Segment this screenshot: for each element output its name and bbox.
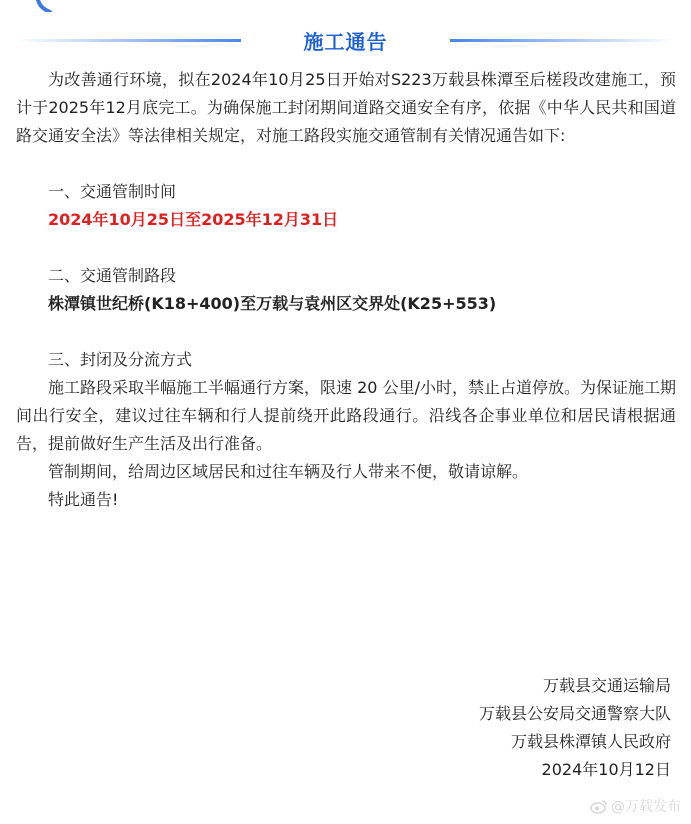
signature-town-government: 万载县株潭镇人民政府 <box>510 732 671 751</box>
signature-traffic-police: 万载县公安局交通警察大队 <box>478 704 671 723</box>
watermark-text: @万载发布 <box>611 799 681 815</box>
decorative-curve <box>0 0 691 12</box>
control-period: 2024年10月25日至2025年12月31日 <box>48 210 339 229</box>
section-heading-road: 二、交通管制路段 <box>48 266 177 285</box>
notice-body <box>16 66 676 514</box>
section-heading-method: 三、封闭及分流方式 <box>48 350 193 369</box>
control-road-segment: 株潭镇世纪桥(K18+400)至万载与袁州区交界处(K25+553) <box>48 294 497 313</box>
closing-paragraph: 管制期间，给周边区域居民和过往车辆及行人带来不便，敬请谅解。 <box>48 462 529 481</box>
intro-paragraph: 为改善通行环境，拟在2024年10月25日开始对S223万载县株潭至后槎段改建施工，预计于2025年12月底完工。为确保施工封闭期间道路交通安全有序，依据《中华人民共和国道路交通安全法》等法律相关规定，对施工路段实施交通管制有关情况通告如下: <box>16 70 676 145</box>
notice-date: 2024年10月12日 <box>541 760 671 779</box>
weibo-icon <box>590 799 608 814</box>
header-decor-line-right <box>450 39 675 42</box>
page-title: 施工通告 <box>303 30 388 54</box>
section-heading-time: 一、交通管制时间 <box>48 182 177 201</box>
notice-header <box>0 22 691 58</box>
watermark <box>590 796 681 816</box>
method-paragraph: 施工路段采取半幅施工半幅通行方案，限速 20 公里/小时，禁止占道停放。为保证施工期间出行安全，建议过往车辆和行人提前绕开此路段通行。沿线各企事业单位和居民请根据通告，提前做好生产生活及出行准备。 <box>16 378 676 453</box>
signature-transport-bureau: 万载县交通运输局 <box>542 676 671 695</box>
ending-line: 特此通告! <box>48 490 119 509</box>
signature-block <box>479 672 671 784</box>
